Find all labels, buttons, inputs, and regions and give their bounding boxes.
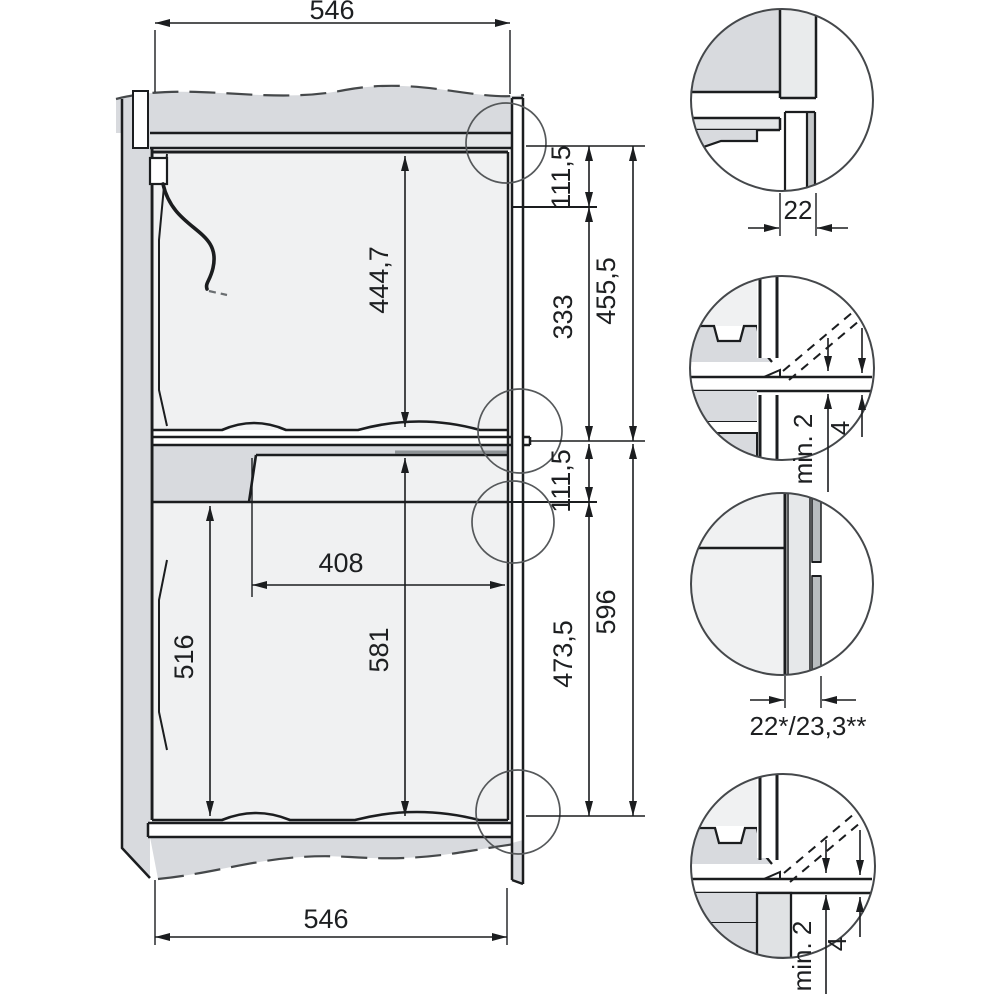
dim-recess-width: 408	[318, 548, 364, 578]
detail-mid-junction	[688, 274, 878, 492]
dim-detail-gap: 4	[825, 420, 855, 436]
dim-upper-total-height: 455,5	[591, 257, 621, 325]
dim-lower-total-height: 596	[591, 589, 621, 635]
dim-detail-min-clearance: min. 2	[787, 920, 817, 992]
dim-upper-rear-height: 333	[548, 294, 578, 340]
dim-detail-min-clearance: min. 2	[788, 413, 818, 485]
dim-upper-niche-height: 444,7	[364, 246, 394, 314]
main-section-view	[116, 0, 645, 945]
dim-lower-front-height: 111,5	[546, 449, 576, 513]
dim-detail-gap: 4	[822, 936, 852, 952]
dim-bottom-width: 546	[303, 904, 349, 934]
dim-top-width: 546	[309, 0, 355, 25]
bottom-shelf	[148, 823, 523, 837]
mid-structure	[152, 445, 508, 502]
intermediate-shelf	[152, 437, 530, 445]
dim-upper-front-height: 111,5	[546, 145, 576, 209]
dim-detail-front-thickness: 22*/23,3**	[749, 711, 867, 741]
dim-detail-offset: 22	[783, 195, 813, 225]
detail-front-panel	[688, 490, 878, 741]
dim-lower-rear-height: 473,5	[548, 620, 578, 688]
detail-top-corner	[688, 6, 878, 236]
upper-niche	[152, 152, 508, 430]
dim-lower-niche-height: 516	[169, 634, 199, 680]
detail-bottom-junction	[689, 772, 879, 994]
dim-lower-inner-height: 581	[364, 627, 394, 673]
side-panel-edge	[133, 91, 148, 148]
